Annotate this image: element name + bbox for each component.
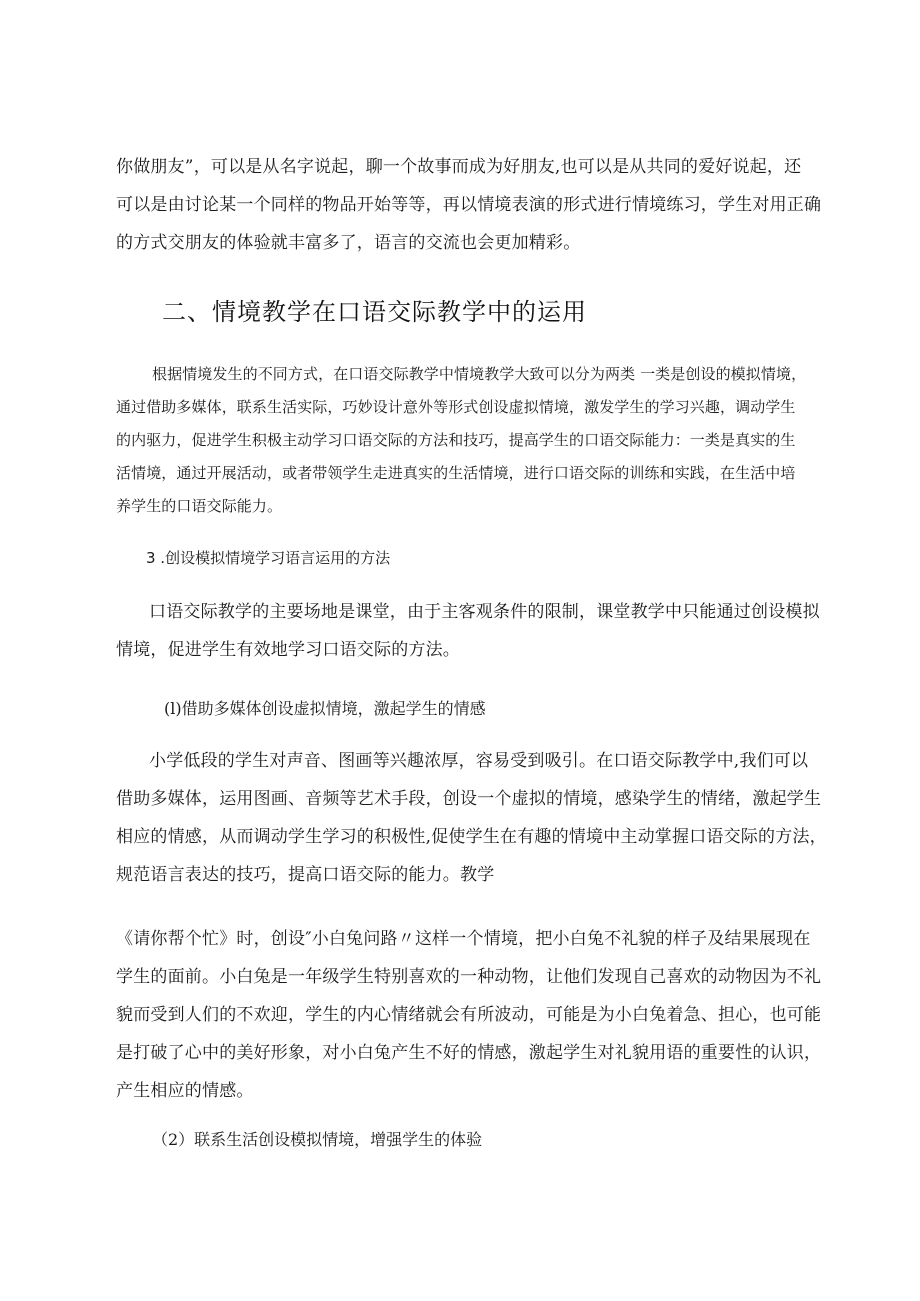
section-intro-line-4: 活情境，通过开展活动，或者带领学生走进真实的生活情境，进行口语交际的训练和实践，在生活中培 [116,464,796,482]
section-intro-line-1: 根据情境发生的不同方式，在口语交际教学中情境教学大致可以分为两类 一类是创设的模拟情境， [152,365,807,383]
example-line-4: 是打破了心中的美好形象，对小白兔产生不好的情感，激起学生对礼貌用语的重要性的认识， [116,1043,822,1063]
section-heading: 二、情境教学在口语交际教学中的运用 [162,298,587,326]
example-line-2: 学生的面前。小白兔是一年级学生特别喜欢的一种动物，让他们发现自己喜欢的动物因为不礼 [116,967,822,987]
point1-line-2: 借助多媒体，运用图画、音频等艺术手段，创设一个虚拟的情境，感染学生的情绪，激起学生 [116,789,822,809]
subsection-line-1: 口语交际教学的主要场地是课堂，由于主客观条件的限制，课堂教学中只能通过创设模拟 [149,602,820,622]
subsection-paragraph [116,593,820,669]
section-intro-line-2: 通过借助多媒体，联系生活实际，巧妙设计意外等形式创设虚拟情境，激发学生的学习兴趣，调动学生 [116,398,796,416]
subsection-line-2: 情境，促进学生有效地学习口语交际的方法。 [116,640,460,660]
point1-line-3: 相应的情感，从而调动学生学习的积极性,促使学生在有趣的情境中主动掌握口语交际的方法， [116,827,827,847]
point1-heading: (l)借助多媒体创设虚拟情境，激起学生的情感 [164,699,486,718]
point2-heading: （2）联系生活创设模拟情境，增强学生的体验 [152,1130,483,1149]
section-intro-line-3: 的内驱力，促进学生积极主动学习口语交际的方法和技巧，提高学生的口语交际能力：一类是真实的生 [116,431,796,449]
intro-line-2: 可以是由讨论某一个同样的物品开始等等，再以情境表演的形式进行情境练习，学生对用正确 [116,195,822,215]
example-line-3: 貌而受到人们的不欢迎，学生的内心情绪就会有所波动，可能是为小白兔着急、担心，也可能 [116,1005,822,1025]
point1-paragraph [116,742,827,894]
section-intro-paragraph [116,358,816,523]
section-intro-line-5: 养学生的口语交际能力。 [116,497,283,515]
example-line-5: 产生相应的情感。 [116,1081,254,1101]
point1-line-4: 规范语言表达的技巧，提高口语交际的能力。教学 [116,865,495,885]
example-paragraph [116,920,822,1110]
intro-paragraph [116,148,822,262]
subsection-heading: 3 .创设模拟情境学习语言运用的方法 [146,549,391,567]
example-line-1: 《请你帮个忙》时，创设″小白兔问路〃这样一个情境，把小白兔不礼貌的样子及结果展现在 [116,929,811,949]
point1-line-1: 小学低段的学生对声音、图画等兴趣浓厚，容易受到吸引。在口语交际教学中,我们可以 [149,751,809,771]
intro-line-3: 的方式交朋友的体验就丰富多了，语言的交流也会更加精彩。 [116,233,581,253]
intro-line-1: 你做朋友”，可以是从名字说起，聊一个故事而成为好朋友,也可以是从共同的爱好说起，还 [116,157,802,177]
